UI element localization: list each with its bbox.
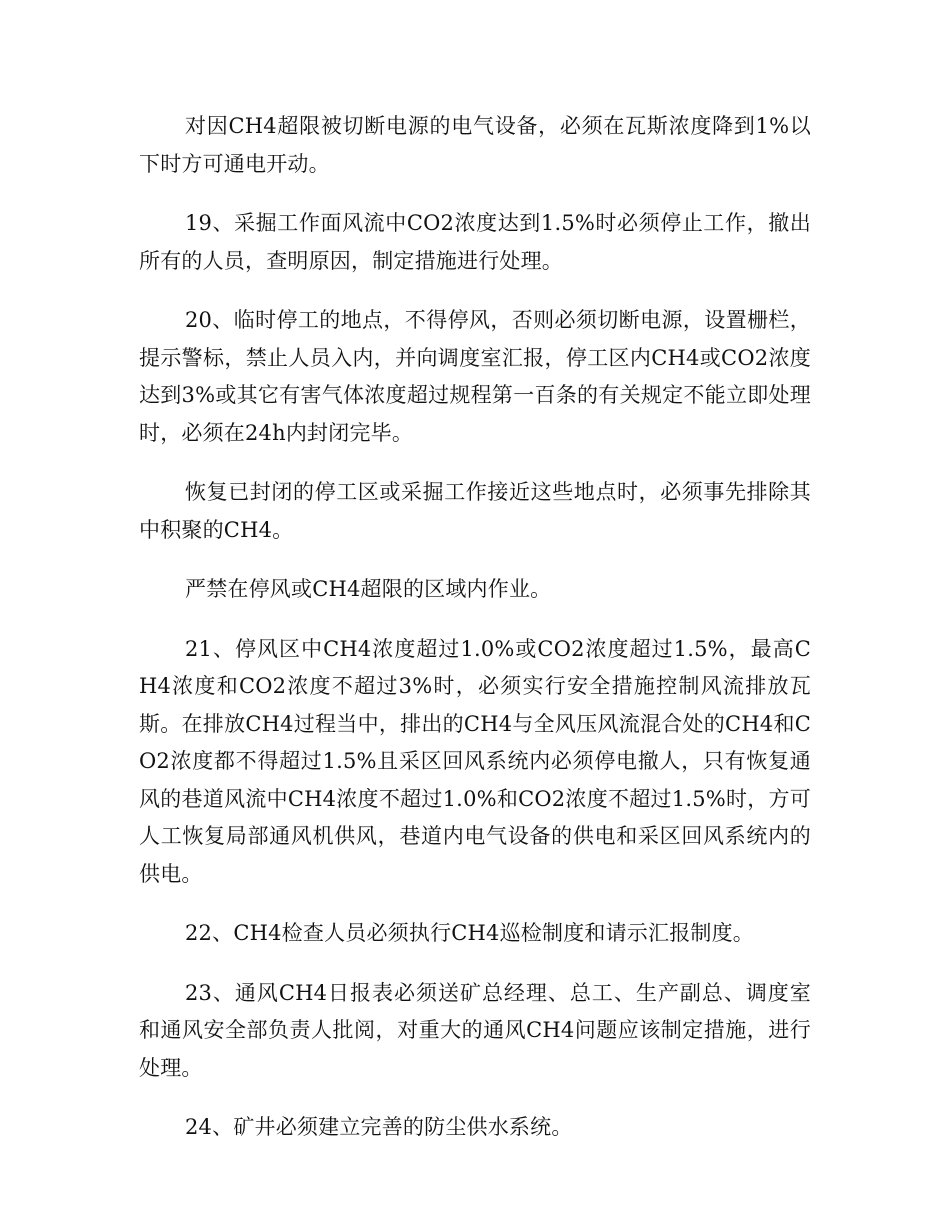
paragraph-23: 23、通风CH4日报表必须送矿总经理、总工、生产副总、调度室和通风安全部负责人批阅，对重大的通风CH4问题应该制定措施，进行处理。 — [139, 980, 811, 1080]
paragraph-power-restore: 对因CH4超限被切断电源的电气设备，必须在瓦斯浓度降到1%以下时方可通电开动。 — [139, 114, 811, 176]
document-body — [139, 108, 811, 1169]
paragraph-20: 20、临时停工的地点，不得停风，否则必须切断电源，设置栅栏，提示警标，禁止人员入内，并向调度室汇报，停工区内CH4或CO2浓度达到3%或其它有害气体浓度超过规程第一百条的有关规定不能立即处理时，必须在24h内封闭完毕。 — [139, 308, 811, 445]
paragraph-21: 21、停风区中CH4浓度超过1.0%或CO2浓度超过1.5%，最高CH4浓度和CO2浓度不超过3%时，必须实行安全措施控制风流排放瓦斯。在排放CH4过程当中，排出的CH4与全风压风流混合处的CH4和CO2浓度都不得超过1.5%且采区回风系统内必须停电撤人，只有恢复通风的巷道风流中CH4浓度不超过1.0%和CO2浓度不超过1.5%时，方可人工恢复局部通风机供风，巷道内电气设备的供电和采区回风系统内的供电。 — [139, 636, 811, 886]
paragraph-24: 24、矿井必须建立完善的防尘供水系统。 — [185, 1115, 573, 1139]
paragraph-restore-sealed-area: 恢复已封闭的停工区或采掘工作接近这些地点时，必须事先排除其中积聚的CH4。 — [139, 480, 811, 542]
paragraph-prohibition: 严禁在停风或CH4超限的区域内作业。 — [185, 577, 552, 601]
paragraph-19: 19、采掘工作面风流中CO2浓度达到1.5%时必须停止工作，撤出所有的人员，查明原因，制定措施进行处理。 — [139, 211, 811, 273]
paragraph-22: 22、CH4检查人员必须执行CH4巡检制度和请示汇报制度。 — [185, 921, 755, 945]
